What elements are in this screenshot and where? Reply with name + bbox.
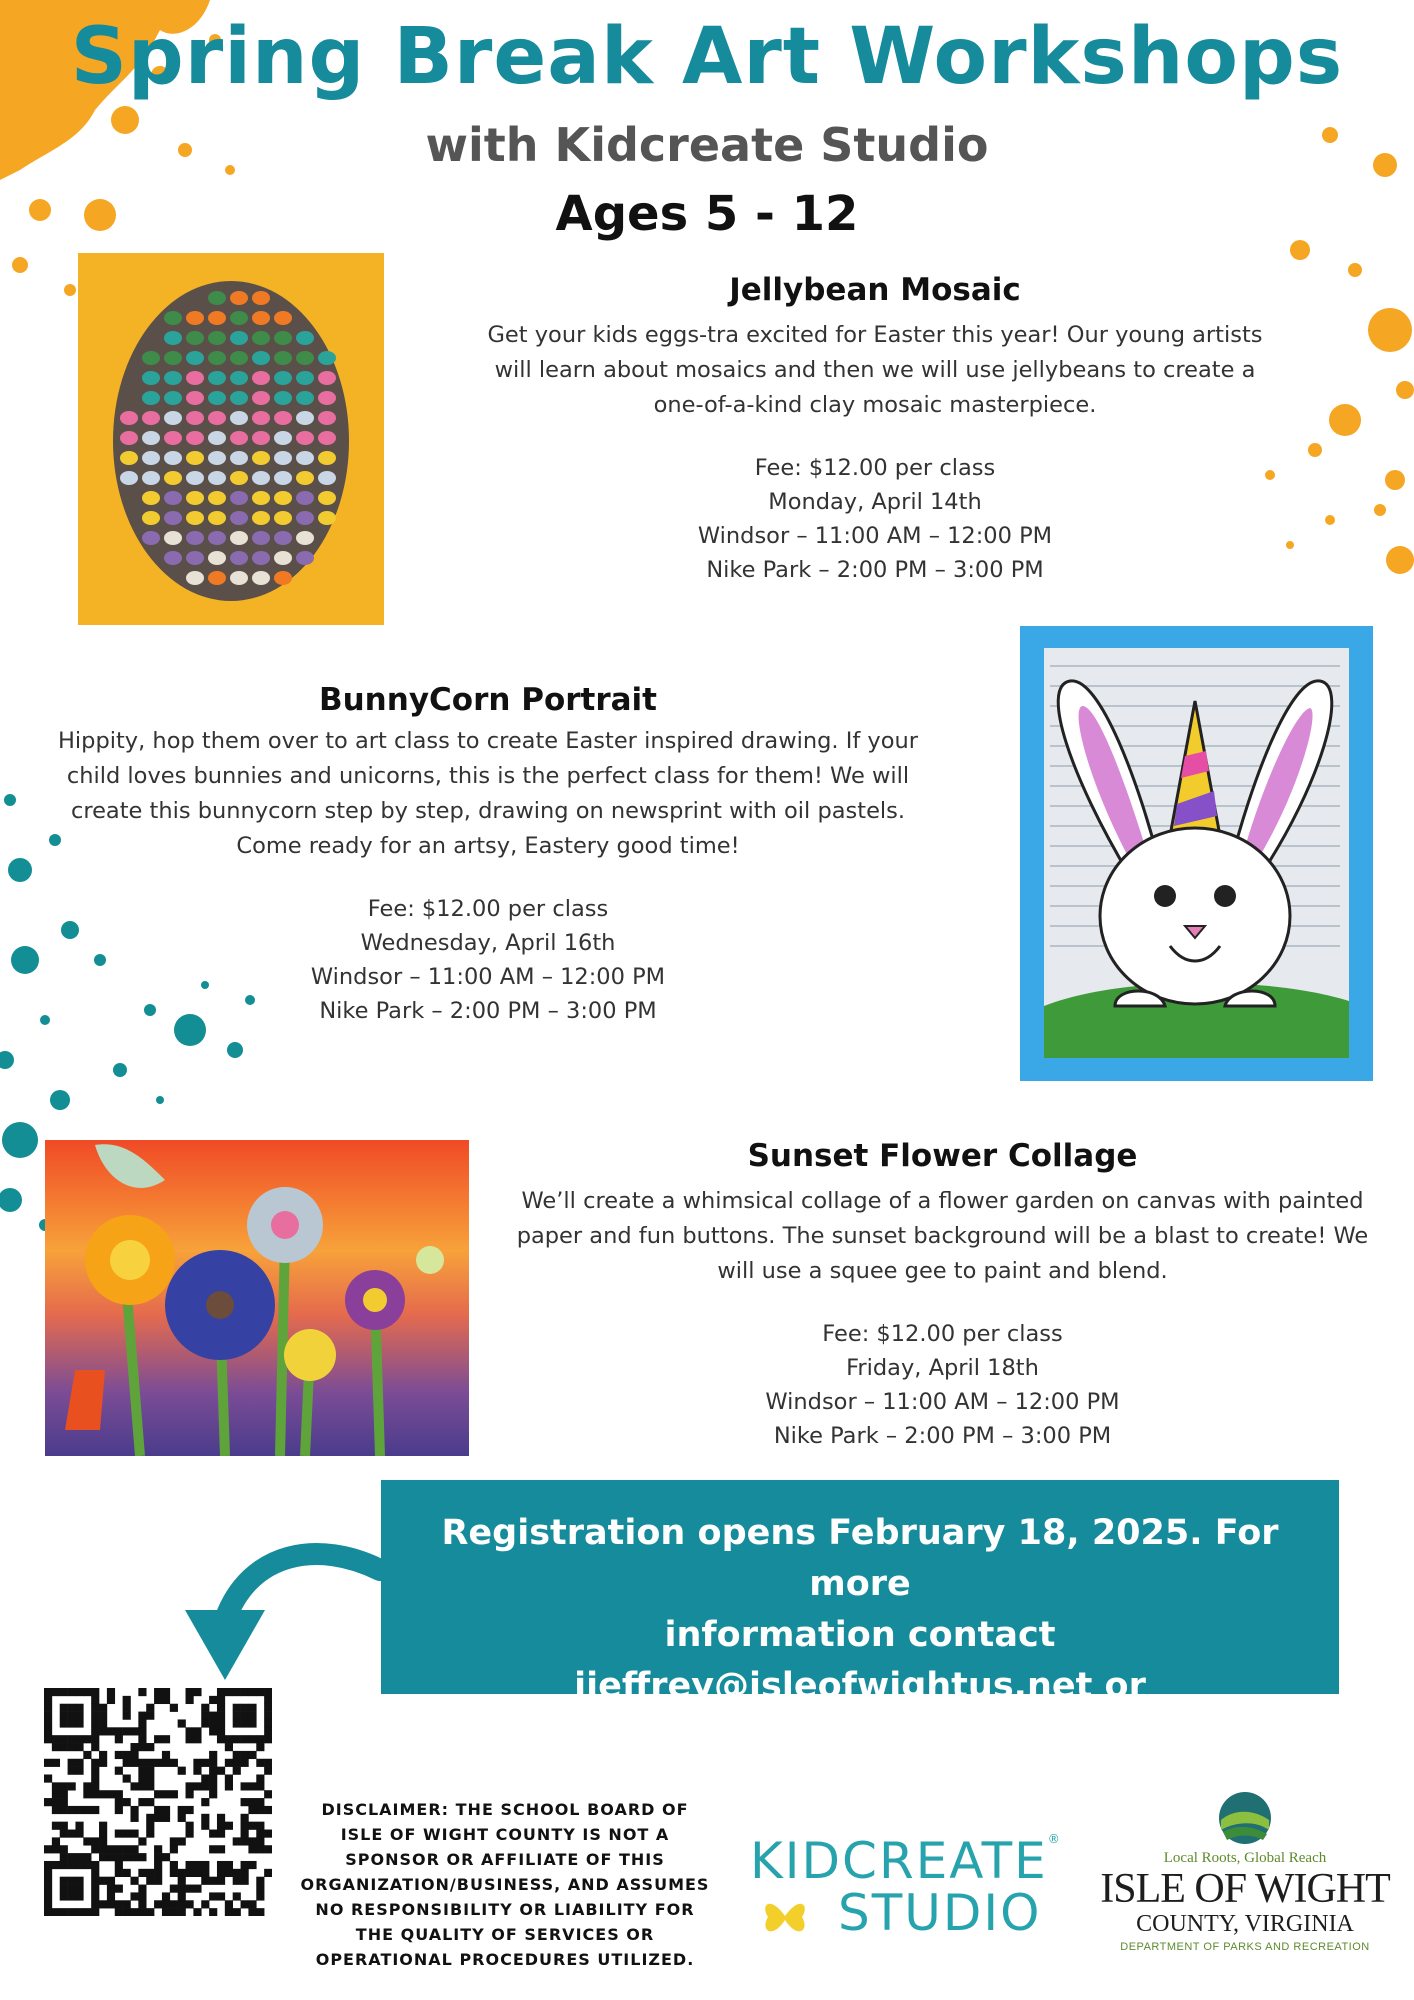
iow-tagline: Local Roots, Global Reach — [1163, 1850, 1327, 1866]
description-line: We’ll create a whimsical collage of a flower garden on canvas with painted — [521, 1188, 1364, 1214]
disclaimer-line: ISLE OF WIGHT COUNTY IS NOT A — [340, 1825, 670, 1844]
description-line: child loves bunnies and unicorns, this is the perfect class for them! We will — [66, 763, 910, 789]
description-line: Get your kids eggs-tra excited for Easter this year! Our young artists — [487, 322, 1263, 348]
registered-mark: ® — [1047, 1832, 1062, 1846]
jellybean-mosaic-section — [440, 272, 1310, 587]
description-line: will use a squee gee to paint and blend. — [717, 1258, 1168, 1284]
bunnycorn-photo — [1020, 626, 1373, 1081]
age-range: Ages 5 - 12 — [555, 186, 859, 242]
date-text: Friday, April 18th — [846, 1355, 1039, 1381]
kidcreate-logo-text: KIDCREATE — [750, 1832, 1048, 1890]
isle-of-wight-logo — [1090, 1790, 1400, 1953]
sunset-flower-collage-section — [495, 1138, 1390, 1453]
workshop-title: Jellybean Mosaic — [729, 272, 1021, 308]
disclaimer-text — [286, 1797, 724, 1972]
fee-text: Fee: $12.00 per class — [754, 455, 996, 481]
fee-text: Fee: $12.00 per class — [822, 1321, 1063, 1347]
globe-icon — [1215, 1790, 1275, 1846]
session-nike-park: Nike Park – 2:00 PM – 3:00 PM — [319, 998, 657, 1024]
description-line: Come ready for an artsy, Eastery good time! — [236, 833, 740, 859]
session-windsor: Windsor – 11:00 AM – 12:00 PM — [765, 1389, 1120, 1415]
jellybean-mosaic-photo — [78, 253, 384, 625]
workshop-title: Sunset Flower Collage — [747, 1138, 1138, 1174]
disclaimer-line: SPONSOR OR AFFILIATE OF THIS — [345, 1850, 665, 1869]
description-line: one-of-a-kind clay mosaic masterpiece. — [653, 392, 1097, 418]
registration-line: Registration opens February 18, 2025. For more — [441, 1513, 1279, 1604]
disclaimer-line: OPERATIONAL PROCEDURES UTILIZED. — [315, 1950, 695, 1969]
session-windsor: Windsor – 11:00 AM – 12:00 PM — [310, 964, 666, 990]
kidcreate-logo — [750, 1832, 1062, 1942]
disclaimer-line: ORGANIZATION/BUSINESS, AND ASSUMES — [300, 1875, 710, 1894]
description-line: will learn about mosaics and then we will use jellybeans to create a — [494, 357, 1256, 383]
iow-department: DEPARTMENT OF PARKS AND RECREATION — [1120, 1941, 1370, 1953]
bunnycorn-section — [28, 682, 948, 1028]
session-nike-park: Nike Park – 2:00 PM – 3:00 PM — [773, 1423, 1112, 1449]
registration-phone[interactable]: 757-357-2291 — [723, 1717, 997, 1757]
iow-county: COUNTY, VIRGINIA — [1136, 1911, 1354, 1937]
qr-code-icon[interactable] — [44, 1688, 272, 1916]
disclaimer-line: THE QUALITY OF SERVICES OR — [355, 1925, 655, 1944]
registration-banner — [381, 1480, 1339, 1757]
fee-text: Fee: $12.00 per class — [367, 896, 609, 922]
kidcreate-logo-subtext: STUDIO — [838, 1884, 1042, 1942]
disclaimer-line: NO RESPONSIBILITY OR LIABILITY FOR — [315, 1900, 695, 1919]
session-nike-park: Nike Park – 2:00 PM – 3:00 PM — [706, 557, 1044, 583]
butterfly-icon — [760, 1890, 810, 1942]
page-title: Spring Break Art Workshops — [70, 12, 1344, 102]
registration-contact[interactable]: information contact jjeffrey@isleofwightus.net or — [574, 1615, 1146, 1706]
disclaimer-line: DISCLAIMER: THE SCHOOL BOARD OF — [321, 1800, 689, 1819]
page-subtitle: with Kidcreate Studio — [425, 118, 989, 172]
description-line: create this bunnycorn step by step, drawing on newsprint with oil pastels. — [70, 798, 906, 824]
curved-arrow-icon — [170, 1540, 390, 1700]
sunset-flower-collage-photo — [45, 1140, 469, 1456]
session-windsor: Windsor – 11:00 AM – 12:00 PM — [697, 523, 1053, 549]
workshop-title: BunnyCorn Portrait — [318, 682, 658, 718]
iow-name: ISLE OF WIGHT — [1100, 1866, 1390, 1912]
description-line: paper and fun buttons. The sunset background will be a blast to create! We — [516, 1223, 1369, 1249]
description-line: Hippity, hop them over to art class to create Easter inspired drawing. If your — [58, 728, 918, 754]
date-text: Wednesday, April 16th — [360, 930, 616, 956]
date-text: Monday, April 14th — [768, 489, 982, 515]
